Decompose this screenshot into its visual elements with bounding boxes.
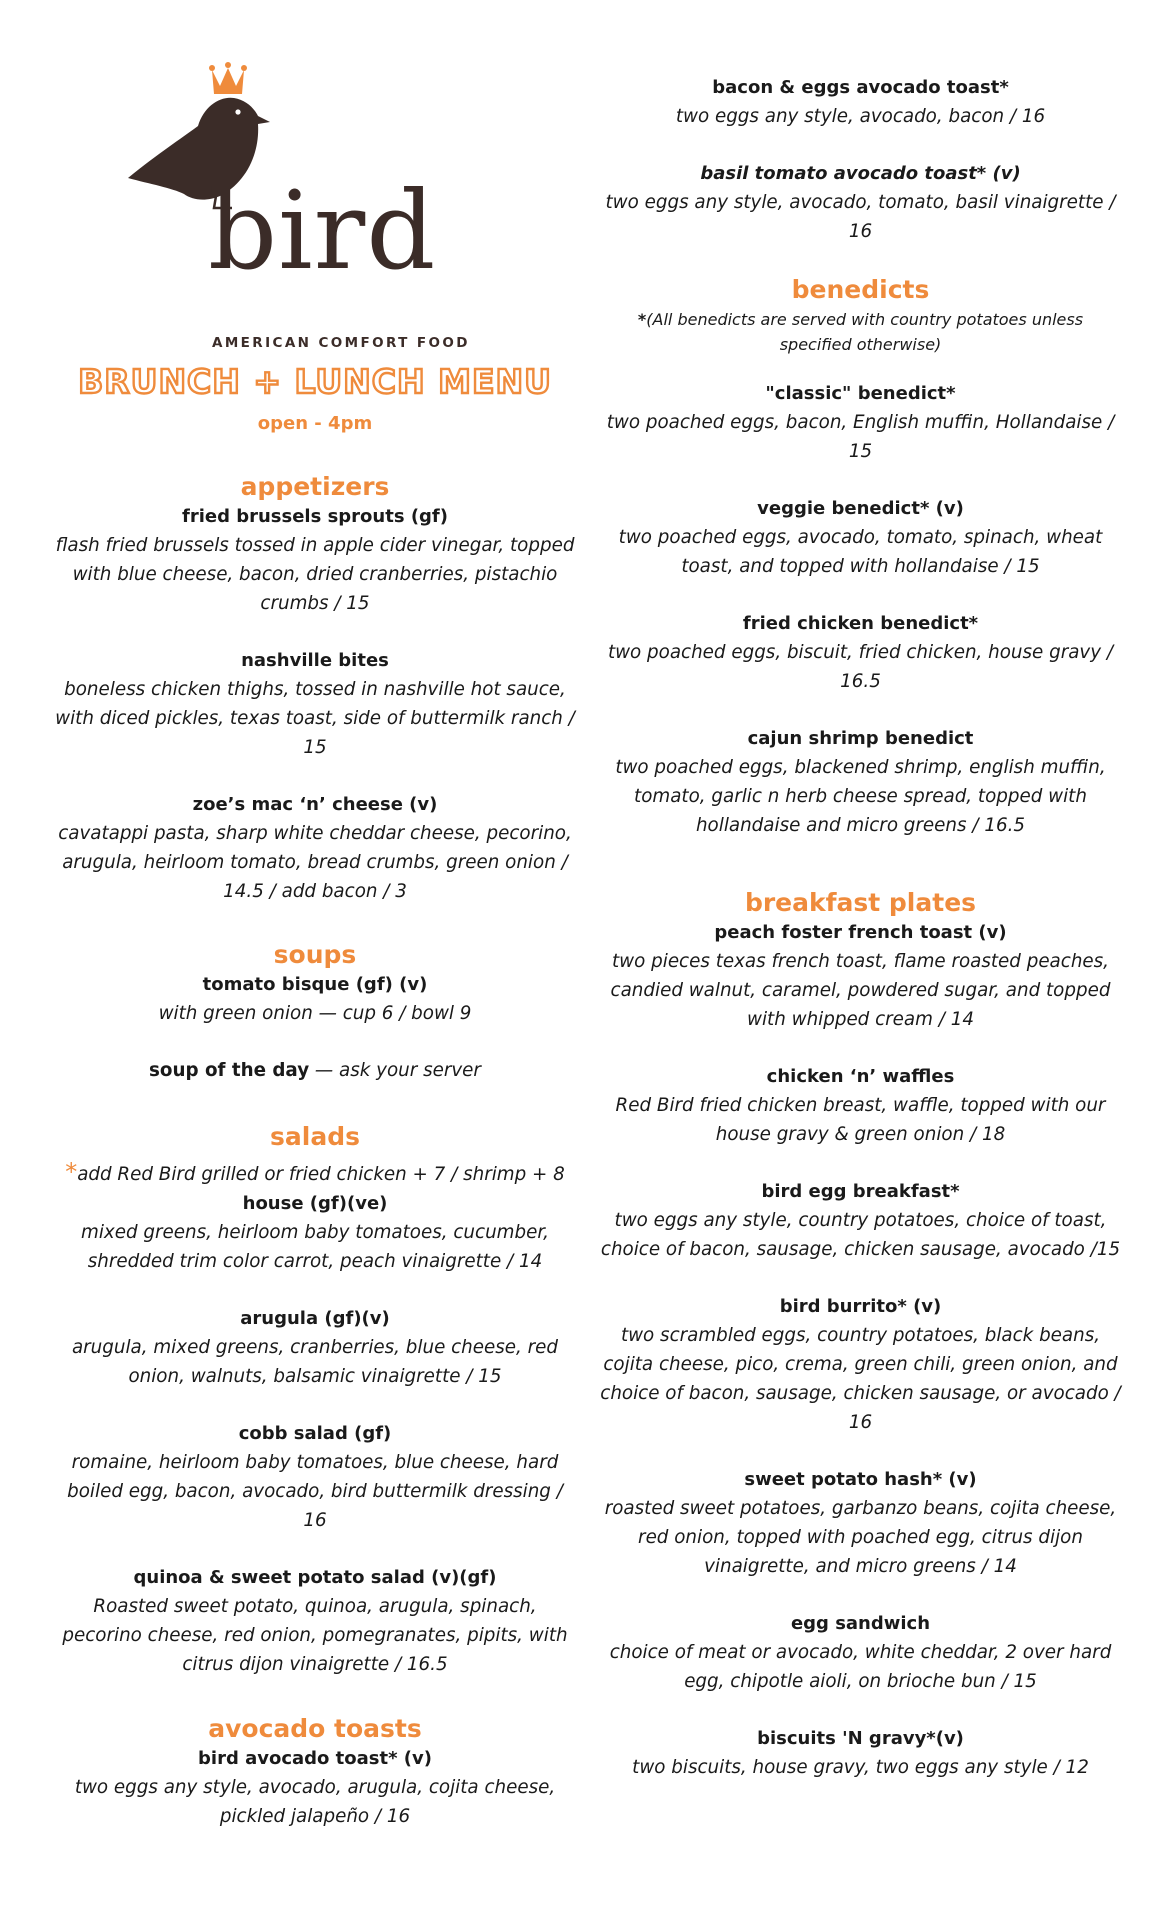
item-description: roasted sweet potatoes, garbanzo beans, cojita cheese, red onion, topped with poached egg, citrus dijon vinaigrette, and micro greens / 14	[604, 1498, 1117, 1577]
item-name: cobb salad (gf)	[238, 1423, 392, 1444]
item-description: mixed greens, heirloom baby tomatoes, cucumber, shredded trim color carrot, peach vinaigrette / 14	[81, 1222, 549, 1272]
item-description: flash fried brussels tossed in apple cider vinegar, topped with blue cheese, bacon, dried cranberries, pistachio crumbs / 15	[55, 535, 575, 614]
item-description: two eggs any style, avocado, tomato, basil vinaigrette / 16	[605, 192, 1116, 242]
item-name: sweet potato hash* (v)	[744, 1469, 977, 1490]
section-breakfast-plates	[598, 888, 1123, 1782]
section-avocado-toasts	[55, 1714, 575, 1831]
item-name: cajun shrimp benedict	[747, 728, 974, 749]
salads-addon-note: *add Red Bird grilled or fried chicken + 7 / shrimp + 8	[65, 1158, 565, 1186]
section-benedicts	[598, 275, 1123, 840]
menu-item	[55, 1419, 575, 1535]
menu-item	[598, 1292, 1123, 1437]
item-name: bird burrito* (v)	[779, 1296, 942, 1317]
section-salads	[55, 1122, 575, 1679]
menu-item	[598, 1465, 1123, 1581]
item-description: two poached eggs, avocado, tomato, spinach, wheat toast, and topped with hollandaise / 15	[618, 527, 1103, 577]
item-description: boneless chicken thighs, tossed in nashville hot sauce, with diced pickles, texas toast, side of buttermilk ranch / 15	[55, 679, 575, 758]
item-description: Roasted sweet potato, quinoa, arugula, spinach, pecorino cheese, red onion, pomegranates, pipits, with citrus dijon vinaigrette / 16.5	[62, 1596, 568, 1675]
item-name: bird egg breakfast*	[761, 1181, 960, 1202]
item-description: two pieces texas french toast, flame roasted peaches, candied walnut, caramel, powdered sugar, and topped with whipped cream / 14	[610, 951, 1111, 1030]
item-name: arugula (gf)(v)	[240, 1308, 390, 1329]
item-description: two poached eggs, blackened shrimp, english muffin, tomato, garlic n herb cheese spread, topped with hollandaise and micro greens / 16.5	[615, 757, 1106, 836]
menu-item	[598, 1177, 1123, 1264]
item-name: bacon & eggs avocado toast*	[712, 77, 1009, 98]
item-description: two biscuits, house gravy, two eggs any style / 12	[632, 1757, 1089, 1778]
hours: open - 4pm	[257, 413, 373, 434]
item-name: bird avocado toast* (v)	[198, 1748, 432, 1769]
item-description: romaine, heirloom baby tomatoes, blue cheese, hard boiled egg, bacon, avocado, bird buttermilk dressing / 16	[67, 1452, 563, 1531]
menu-title: BRUNCH + LUNCH MENU	[78, 362, 552, 401]
brand-wordmark: bird	[208, 169, 437, 294]
menu-item	[598, 73, 1123, 131]
item-name: peach foster french toast (v)	[714, 922, 1007, 943]
section-heading: avocado toasts	[208, 1714, 422, 1743]
item-description: choice of meat or avocado, white cheddar, 2 over hard egg, chipotle aioli, on brioche bun / 15	[609, 1642, 1112, 1692]
menu-item	[598, 379, 1123, 466]
menu-item	[598, 494, 1123, 581]
menu-item	[598, 724, 1123, 840]
section-heading: breakfast plates	[744, 888, 977, 917]
item-description: two scrambled eggs, country potatoes, black beans, cojita cheese, pico, crema, green chili, green onion, and choice of bacon, sausage, chicken sausage, or avocado / 16	[600, 1325, 1121, 1433]
item-description: with green onion — cup 6 / bowl 9	[158, 1003, 472, 1024]
item-name: soup of the day	[149, 1060, 310, 1081]
item-description: arugula, mixed greens, cranberries, blue cheese, red onion, walnuts, balsamic vinaigrette / 15	[71, 1337, 559, 1387]
menu-item	[598, 609, 1123, 696]
item-name: basil tomato avocado toast* (v)	[700, 163, 1021, 184]
item-name: "classic" benedict*	[765, 383, 956, 404]
item-name: egg sandwich	[790, 1613, 931, 1634]
item-name: veggie benedict* (v)	[757, 498, 964, 519]
menu-item	[55, 646, 575, 762]
item-description: two eggs any style, country potatoes, choice of toast, choice of bacon, sausage, chicken sausage, avocado /15	[600, 1210, 1121, 1260]
menu-item	[55, 970, 575, 1028]
brand-tagline: AMERICAN COMFORT FOOD	[212, 335, 470, 351]
item-name: fried brussels sprouts (gf)	[181, 506, 448, 527]
section-heading: salads	[270, 1122, 360, 1151]
section-avocado-toasts-cont	[598, 73, 1123, 246]
item-name: fried chicken benedict*	[742, 613, 979, 634]
section-heading: soups	[273, 940, 357, 969]
section-appetizers	[55, 472, 575, 906]
item-name: tomato bisque (gf) (v)	[202, 974, 428, 995]
menu-item	[598, 1724, 1123, 1782]
menu-item	[55, 790, 575, 906]
menu-item-soup-of-day	[55, 1056, 575, 1085]
item-description: Red Bird fried chicken breast, waffle, topped with our house gravy & green onion / 18	[615, 1095, 1106, 1145]
brand-logo	[120, 60, 470, 351]
menu-item	[598, 918, 1123, 1034]
item-name: house (gf)(ve)	[242, 1193, 388, 1214]
item-description: two poached eggs, bacon, English muffin, Hollandaise / 15	[606, 412, 1115, 462]
menu-item	[55, 1563, 575, 1679]
item-name: nashville bites	[241, 650, 389, 671]
menu-item	[55, 1189, 575, 1276]
menu-item	[598, 1609, 1123, 1696]
menu-item	[55, 502, 575, 618]
menu-item	[55, 1304, 575, 1391]
item-description: two eggs any style, avocado, arugula, cojita cheese, pickled jalapeño / 16	[74, 1777, 556, 1827]
item-description: — ask your server	[309, 1060, 481, 1081]
menu-item	[598, 159, 1123, 246]
item-description: cavatappi pasta, sharp white cheddar cheese, pecorino, arugula, heirloom tomato, bread crumbs, green onion / 14.5 / add bacon / 3	[58, 823, 572, 902]
menu-item	[598, 1062, 1123, 1149]
item-description: two eggs any style, avocado, bacon / 16	[675, 106, 1046, 127]
item-description: two poached eggs, biscuit, fried chicken, house gravy / 16.5	[607, 642, 1114, 692]
item-name: quinoa & sweet potato salad (v)(gf)	[133, 1567, 497, 1588]
item-name: biscuits 'N gravy*(v)	[757, 1728, 964, 1749]
section-soups	[55, 940, 575, 1085]
section-heading: benedicts	[791, 275, 930, 304]
menu-item	[55, 1744, 575, 1831]
item-name: zoe’s mac ‘n’ cheese (v)	[192, 794, 438, 815]
section-heading: appetizers	[240, 472, 390, 501]
benedicts-note: *(All benedicts are served with country potatoes unless specified otherwise)	[637, 310, 1084, 354]
item-name: chicken ‘n’ waffles	[766, 1066, 955, 1087]
